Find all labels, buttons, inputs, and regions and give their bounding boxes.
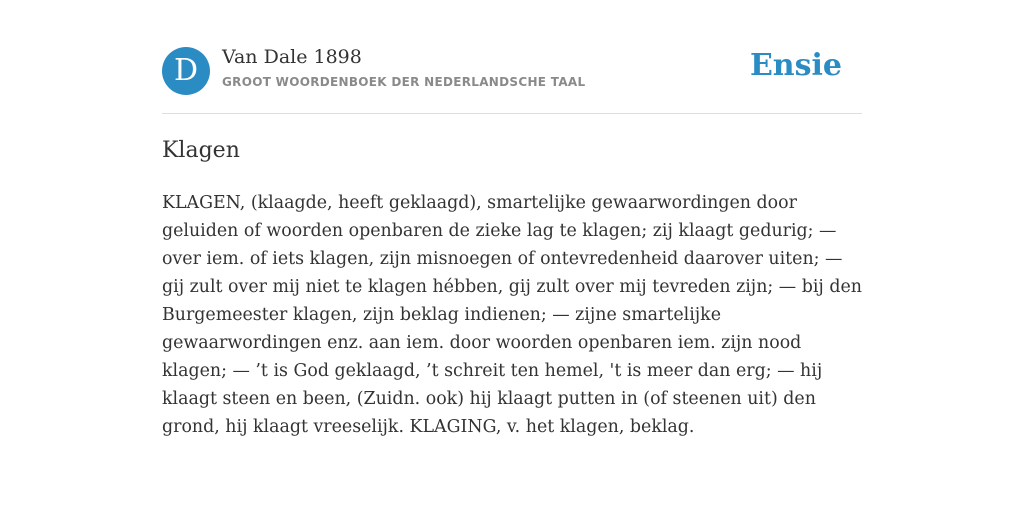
header	[162, 46, 862, 96]
source-title[interactable]: Van Dale 1898	[222, 46, 362, 68]
entry-body: KLAGEN, (klaagde, heeft geklaagd), smartelijke gewaarwordingen door geluiden of woorden openbaren de zieke lag te klagen; zij klaagt gedurig; — over iem. of iets klagen, zijn misnoegen of ontevredenheid daarover uiten; — gij zult over mij niet te klagen hébben, gij zult over mij tevreden zijn; — bij den Burgemeester klagen, zijn beklag indienen; — zijne smartelijke gewaarwordingen enz. aan iem. door woorden openbaren iem. zijn nood klagen; — ’t is God geklaagd, ’t schreit ten hemel, 't is meer dan erg; — hij klaagt steen en been, (Zuidn. ook) hij klaagt putten in (of steenen uit) den grond, hij klaagt vreeselijk. KLAGING, v. het klagen, beklag.	[162, 193, 862, 437]
entry-title: Klagen	[162, 138, 240, 163]
header-divider	[162, 113, 862, 114]
source-logo-icon[interactable]: D	[162, 47, 210, 95]
brand-logo[interactable]: Ensie	[749, 48, 842, 83]
source-subtitle: GROOT WOORDENBOEK DER NEDERLANDSCHE TAAL	[222, 75, 586, 89]
